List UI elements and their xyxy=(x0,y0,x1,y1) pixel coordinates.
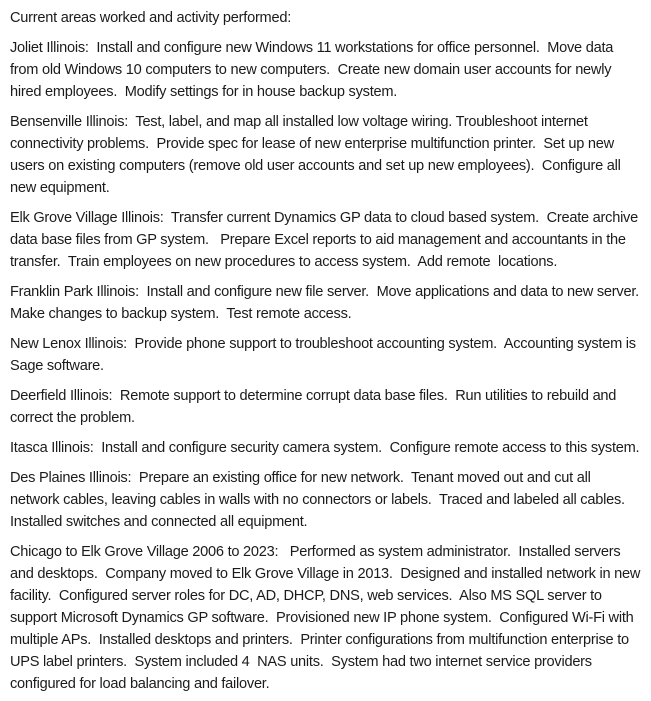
document-title: Current areas worked and activity performed: xyxy=(10,10,292,26)
paragraph-joliet: Joliet Illinois: Install and configure new Windows 11 workstations for office personnel. Move data from old Windows 10 computers to new computers. Create new domain user accounts for newly hired employees. Modify settings for in house backup system. xyxy=(10,40,617,100)
paragraph-bensenville: Bensenville Illinois: Test, label, and map all installed low voltage wiring. Troubleshoot internet connectivity problems. Provide spec for lease of new enterprise multifunction printer. Set up new users on existing computers (remove old user accounts and set up new employees). Configure all new equipment. xyxy=(10,114,625,196)
paragraph-elk-grove-village: Elk Grove Village Illinois: Transfer current Dynamics GP data to cloud based system. Create archive data base files from GP system. Prepare Excel reports to aid management and accountants in the transfer. Train employees on new procedures to access system. Add remote locations. xyxy=(10,210,642,270)
paragraph-itasca: Itasca Illinois: Install and configure security camera system. Configure remote access to this system. xyxy=(10,440,640,456)
paragraph-new-lenox: New Lenox Illinois: Provide phone support to troubleshoot accounting system. Accounting system is Sage software. xyxy=(10,336,640,374)
paragraph-chicago-history: Chicago to Elk Grove Village 2006 to 2023: Performed as system administrator. Installed servers and desktops. Company moved to Elk Grove Village in 2013. Designed and installed network in new facility. Configured server roles for DC, AD, DHCP, DNS, web services. Also MS SQL server to support Microsoft Dynamics GP software. Provisioned new IP phone system. Configured Wi-Fi with multiple APs. Installed desktops and printers. Printer configurations from multifunction enterprise to UPS label printers. System included 4 NAS units. System had two internet service providers configured for load balancing and failover. xyxy=(10,544,644,692)
paragraph-des-plaines: Des Plaines Illinois: Prepare an existing office for new network. Tenant moved out and cut all network cables, leaving cables in walls with no connectors or labels. Traced and labeled all cables. Installed switches and connected all equipment. xyxy=(10,470,629,530)
paragraph-deerfield: Deerfield Illinois: Remote support to determine corrupt data base files. Run utilities to rebuild and correct the problem. xyxy=(10,388,620,426)
paragraph-franklin-park: Franklin Park Illinois: Install and configure new file server. Move applications and data to new server. Make changes to backup system. Test remote access. xyxy=(10,284,647,322)
